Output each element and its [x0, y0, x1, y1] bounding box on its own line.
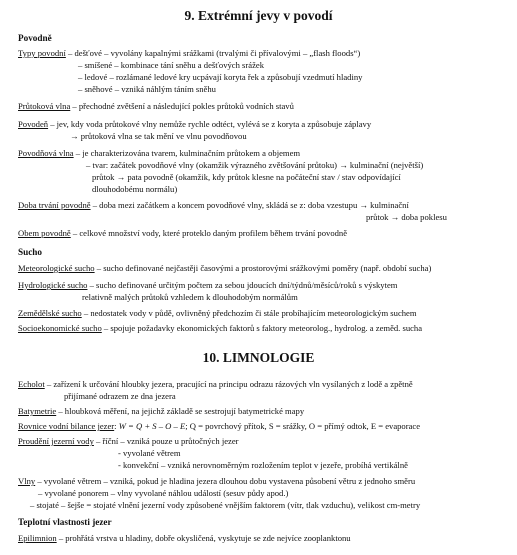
definition-line: - vyvolané větrem — [118, 448, 181, 458]
definition-line: – zařízení k určování hloubky jezera, pracující na principu odrazu rázových vln vysílaných z lodě a zpětně — [44, 379, 413, 389]
definition-line: průtok → pata povodně (okamžik, kdy průtok klesne na počáteční stav / stav odpovídající — [92, 172, 401, 182]
term-doba-trvani: Doba trvání povodně — [18, 200, 91, 210]
entry-socioekonomicke-sucho — [18, 323, 422, 334]
definition-line: průtok → doba poklesu — [366, 212, 447, 222]
definition-line: – stojaté – šejše = stojaté vlnění jezerní vody způsobené vnějším faktorem (vítr, tlak vzduchu), velikost cm-metry — [30, 500, 421, 510]
entry-epilimnion — [18, 533, 351, 544]
term-povoden: Povodeň — [18, 119, 49, 129]
term-vlny: Vlny — [18, 476, 36, 486]
definition-line: – tvar: začátek povodňové vlny (okamžik výrazného zvětšování průtoku) → kulminační (největší) — [86, 160, 424, 170]
entry-typy-povodni — [18, 48, 360, 59]
definition-line: – jev, kdy voda průtokové vlny nemůže rychle odtéct, vylévá se z koryta a způsobuje záplavy — [48, 119, 372, 129]
definition-line: – sucho definované nejčastěji časovými a prostorovými srážkovými poměry (např. období sucha) — [94, 263, 432, 273]
chapter-9-title: 9. Extrémní jevy v povodí — [184, 8, 333, 23]
definition-line: – je charakterizována tvarem, kulminačním průtokem a objemem — [73, 148, 301, 158]
entry-prutokova-vlna — [18, 101, 294, 112]
definition-line: – sněhové – vzniká náhlým táním sněhu — [78, 84, 216, 94]
term-socioekonomicke-sucho: Socioekonomické sucho — [18, 323, 102, 333]
term-epilimnion: Epilimnion — [18, 533, 57, 543]
term-zemedelske-sucho: Zemědělské sucho — [18, 308, 82, 318]
water-balance-equation: W = Q + S – O – E — [118, 421, 186, 431]
entry-echolot — [18, 379, 413, 390]
definition-line: – doba mezi začátkem a koncem povodňové vlny, skládá se z: doba vzestupu → kulminační — [90, 200, 409, 210]
entry-povoden — [18, 119, 371, 130]
section-heading-teplotni: Teplotní vlastnosti jezer — [18, 517, 112, 527]
entry-vlny — [18, 476, 415, 487]
chapter-10-title: 10. LIMNOLOGIE — [202, 350, 315, 365]
definition-line: – dešťové – vyvolány kapalnými srážkami (trvalými či přívalovými – „flash floods“) — [65, 48, 361, 58]
definition-line: : — [114, 421, 119, 431]
definition-line: – přechodné zvětšení a následující pokles průtoků vodních stavů — [70, 101, 294, 111]
term-hydrologicke-sucho: Hydrologické sucho — [18, 280, 88, 290]
definition-line: přijímané odrazem ze dna jezera — [64, 391, 176, 401]
definition-line: dlouhodobému normálu) — [92, 184, 178, 194]
definition-line: - konvekční – vzniká nerovnoměrným rozložením teplot v jezeře, probíhá vertikálně — [118, 460, 408, 470]
definition-line: – vyvolané ponorem – vlny vyvolané náhlou událostí (sesuv půdy apod.) — [38, 488, 289, 498]
definition-line: – smíšené – kombinace tání sněhu a dešťových srážek — [78, 60, 264, 70]
definition-line: – vyvolané větrem – vzniká, pokud je hladina jezera dlouhou dobu vystavena působení větru z jednoho směru — [35, 476, 416, 486]
term-povodnova-vlna: Povodňová vlna — [18, 148, 74, 158]
term-echolot: Echolot — [18, 379, 45, 389]
term-typy-povodni: Typy povodní — [18, 48, 66, 58]
term-proudeni: Proudění jezerní vody — [18, 436, 94, 446]
entry-zemedelske-sucho — [18, 308, 417, 319]
definition-line: – říční – vzniká pouze u průtočných jezer — [93, 436, 239, 446]
term-prutokova-vlna: Průtoková vlna — [18, 101, 71, 111]
definition-line: – sucho definované určitým počtem za sebou jdoucích dní/týdnů/měsíců/roků s výskytem — [87, 280, 398, 290]
definition-line: – spojuje požadavky ekonomických faktorů s faktory meteorolog., hydrolog. a zeměd. sucha — [101, 323, 423, 333]
definition-line: – ledové – rozlámané ledové kry ucpávají koryta řek a způsobují vzedmutí hladiny — [78, 72, 363, 82]
definition-line: – hloubková měření, na jejichž základě se sestrojují batymetrické mapy — [56, 406, 305, 416]
entry-batymetrie — [18, 406, 304, 417]
definition-line: – prohřátá vrstva u hladiny, dobře okysličená, vyskytuje se zde nejvíce zooplanktonu — [56, 533, 351, 543]
entry-rovnice-bilance — [18, 421, 420, 432]
entry-meteorologicke-sucho — [18, 263, 431, 274]
entry-objem-povodne — [18, 228, 347, 239]
term-rovnice-bilance: Rovnice vodní bilance jezer — [18, 421, 115, 431]
entry-proudeni — [18, 436, 239, 447]
definition-line: relativně malých průtoků vzhledem k dlouhodobým normálům — [82, 292, 298, 302]
term-objem-povodne: Obem povodně — [18, 228, 71, 238]
definition-line: → průtoková vlna se tak mění ve vlnu povodňovou — [70, 131, 247, 141]
entry-doba-trvani — [18, 200, 409, 211]
entry-hydrologicke-sucho — [18, 280, 397, 291]
definition-line: ; Q = povrchový přítok, S = srážky, O = přímý odtok, E = evaporace — [185, 421, 421, 431]
definition-line: – celkové množství vody, které proteklo daným profilem během trvání povodně — [70, 228, 348, 238]
term-meteorologicke-sucho: Meteorologické sucho — [18, 263, 95, 273]
entry-povodnova-vlna — [18, 148, 300, 159]
term-batymetrie: Batymetrie — [18, 406, 57, 416]
section-heading-sucho: Sucho — [18, 247, 43, 257]
definition-line: – nedostatek vody v půdě, ovlivněný předchozím či stále probíhajícím meteorologickým suchem — [81, 308, 417, 318]
section-heading-povodne: Povodně — [18, 33, 52, 43]
